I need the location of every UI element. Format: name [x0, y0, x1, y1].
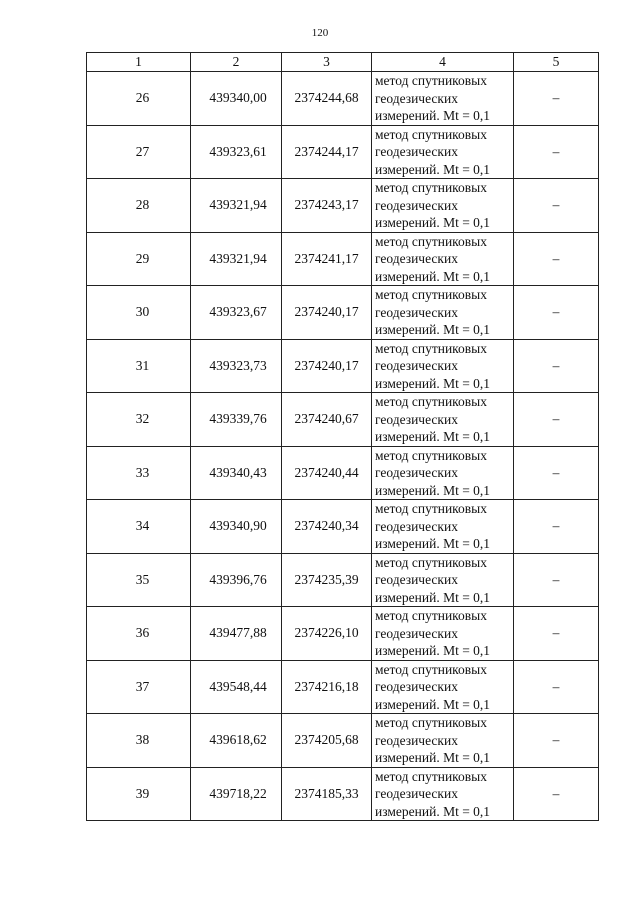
- coordinates-table: [86, 52, 599, 821]
- method-line-2: геодезических: [375, 90, 458, 106]
- point-number-cell: 38: [87, 714, 191, 768]
- point-number-cell: 33: [87, 446, 191, 500]
- col5-cell: –: [514, 125, 599, 179]
- method-line-1: метод спутниковых: [375, 608, 487, 623]
- point-number-cell: 37: [87, 660, 191, 714]
- point-number-cell: 28: [87, 179, 191, 233]
- method-line-1: метод спутниковых: [375, 180, 487, 195]
- col5-cell: –: [514, 553, 599, 607]
- table-row: [87, 607, 599, 661]
- x-coordinate-cell: 439340,43: [191, 446, 282, 500]
- table-body: [87, 72, 599, 821]
- col5-cell: –: [514, 500, 599, 554]
- col5-cell: –: [514, 660, 599, 714]
- table-row: [87, 500, 599, 554]
- x-coordinate-cell: 439323,61: [191, 125, 282, 179]
- y-coordinate-cell: 2374243,17: [282, 179, 372, 233]
- x-coordinate-cell: 439718,22: [191, 767, 282, 821]
- table-row: [87, 286, 599, 340]
- method-line-3: измерений. Mt = 0,1: [375, 108, 491, 123]
- x-coordinate-cell: 439340,00: [191, 72, 282, 126]
- point-number-cell: 39: [87, 767, 191, 821]
- y-coordinate-cell: 2374244,68: [282, 72, 372, 126]
- x-coordinate-cell: 439323,67: [191, 286, 282, 340]
- x-coordinate-cell: 439548,44: [191, 660, 282, 714]
- x-coordinate-cell: 439339,76: [191, 393, 282, 447]
- method-line-3: измерений. Mt = 0,1: [375, 589, 491, 605]
- y-coordinate-cell: 2374240,44: [282, 446, 372, 500]
- method-line-2: геодезических: [375, 358, 458, 373]
- col5-cell: –: [514, 179, 599, 233]
- method-line-2: геодезических: [375, 518, 458, 534]
- table-row: [87, 125, 599, 179]
- method-line-3: измерений. Mt = 0,1: [375, 643, 491, 658]
- method-line-3: измерений. Mt = 0,1: [375, 803, 491, 819]
- col5-cell: –: [514, 607, 599, 661]
- method-line-2: геодезических: [375, 197, 458, 213]
- method-line-2: геодезических: [375, 465, 458, 480]
- point-number-cell: 30: [87, 286, 191, 340]
- method-cell: [372, 607, 514, 661]
- method-line-2: геодезических: [375, 786, 458, 801]
- method-cell: [372, 125, 514, 179]
- x-coordinate-cell: 439396,76: [191, 553, 282, 607]
- point-number-cell: 27: [87, 125, 191, 179]
- table-row: [87, 232, 599, 286]
- point-number-cell: 32: [87, 393, 191, 447]
- table-row: [87, 714, 599, 768]
- table-row: [87, 72, 599, 126]
- method-cell: [372, 72, 514, 126]
- method-line-1: метод спутниковых: [375, 340, 487, 356]
- y-coordinate-cell: 2374240,67: [282, 393, 372, 447]
- method-cell: [372, 232, 514, 286]
- y-coordinate-cell: 2374205,68: [282, 714, 372, 768]
- method-line-2: геодезических: [375, 411, 458, 427]
- table-row: [87, 339, 599, 393]
- y-coordinate-cell: 2374226,10: [282, 607, 372, 661]
- col5-cell: –: [514, 72, 599, 126]
- header-col-3: 3: [282, 53, 372, 72]
- table-row: [87, 660, 599, 714]
- method-cell: [372, 500, 514, 554]
- method-cell: [372, 446, 514, 500]
- col5-cell: –: [514, 767, 599, 821]
- method-line-1: метод спутниковых: [375, 661, 487, 677]
- header-col-1: 1: [87, 53, 191, 72]
- y-coordinate-cell: 2374185,33: [282, 767, 372, 821]
- table-row: [87, 393, 599, 447]
- method-line-1: метод спутниковых: [375, 447, 487, 463]
- y-coordinate-cell: 2374240,17: [282, 286, 372, 340]
- table-row: [87, 553, 599, 607]
- y-coordinate-cell: 2374235,39: [282, 553, 372, 607]
- col5-cell: –: [514, 714, 599, 768]
- method-line-3: измерений. Mt = 0,1: [375, 375, 491, 391]
- x-coordinate-cell: 439477,88: [191, 607, 282, 661]
- point-number-cell: 29: [87, 232, 191, 286]
- col5-cell: –: [514, 232, 599, 286]
- method-cell: [372, 393, 514, 447]
- header-col-2: 2: [191, 53, 282, 72]
- x-coordinate-cell: 439618,62: [191, 714, 282, 768]
- point-number-cell: 26: [87, 72, 191, 126]
- method-cell: [372, 714, 514, 768]
- method-line-1: метод спутниковых: [375, 768, 487, 784]
- method-line-3: измерений. Mt = 0,1: [375, 696, 491, 712]
- page-number: 120: [311, 27, 329, 39]
- y-coordinate-cell: 2374216,18: [282, 660, 372, 714]
- method-line-3: измерений. Mt = 0,1: [375, 750, 491, 765]
- method-line-3: измерений. Mt = 0,1: [375, 161, 491, 177]
- method-line-1: метод спутниковых: [375, 233, 487, 249]
- method-cell: [372, 660, 514, 714]
- method-line-3: измерений. Mt = 0,1: [375, 322, 491, 337]
- x-coordinate-cell: 439323,73: [191, 339, 282, 393]
- method-cell: [372, 179, 514, 233]
- method-line-3: измерений. Mt = 0,1: [375, 429, 491, 444]
- col5-cell: –: [514, 393, 599, 447]
- table-row: [87, 767, 599, 821]
- y-coordinate-cell: 2374244,17: [282, 125, 372, 179]
- header-col-5: 5: [514, 53, 599, 72]
- col5-cell: –: [514, 339, 599, 393]
- y-coordinate-cell: 2374240,17: [282, 339, 372, 393]
- method-line-2: геодезических: [375, 144, 458, 159]
- method-line-1: метод спутниковых: [375, 715, 487, 730]
- method-cell: [372, 553, 514, 607]
- table-header: [87, 53, 599, 72]
- point-number-cell: 34: [87, 500, 191, 554]
- method-line-1: метод спутниковых: [375, 554, 487, 570]
- method-line-1: метод спутниковых: [375, 394, 487, 409]
- method-line-2: геодезических: [375, 625, 458, 641]
- header-row: [87, 53, 599, 72]
- method-line-1: метод спутниковых: [375, 501, 487, 516]
- point-number-cell: 31: [87, 339, 191, 393]
- method-cell: [372, 339, 514, 393]
- method-line-3: измерений. Mt = 0,1: [375, 268, 491, 284]
- method-line-2: геодезических: [375, 679, 458, 694]
- method-line-2: геодезических: [375, 251, 458, 266]
- x-coordinate-cell: 439321,94: [191, 179, 282, 233]
- point-number-cell: 35: [87, 553, 191, 607]
- col5-cell: –: [514, 286, 599, 340]
- method-cell: [372, 286, 514, 340]
- method-cell: [372, 767, 514, 821]
- x-coordinate-cell: 439340,90: [191, 500, 282, 554]
- table-row: [87, 179, 599, 233]
- method-line-1: метод спутниковых: [375, 287, 487, 302]
- y-coordinate-cell: 2374240,34: [282, 500, 372, 554]
- col5-cell: –: [514, 446, 599, 500]
- x-coordinate-cell: 439321,94: [191, 232, 282, 286]
- method-line-2: геодезических: [375, 572, 458, 587]
- table-row: [87, 446, 599, 500]
- method-line-2: геодезических: [375, 732, 458, 748]
- method-line-3: измерений. Mt = 0,1: [375, 482, 491, 498]
- point-number-cell: 36: [87, 607, 191, 661]
- method-line-1: метод спутниковых: [375, 126, 487, 142]
- y-coordinate-cell: 2374241,17: [282, 232, 372, 286]
- method-line-2: геодезических: [375, 304, 458, 320]
- method-line-3: измерений. Mt = 0,1: [375, 215, 491, 230]
- method-line-3: измерений. Mt = 0,1: [375, 536, 491, 551]
- header-col-4: 4: [372, 53, 514, 72]
- method-line-1: метод спутниковых: [375, 73, 487, 88]
